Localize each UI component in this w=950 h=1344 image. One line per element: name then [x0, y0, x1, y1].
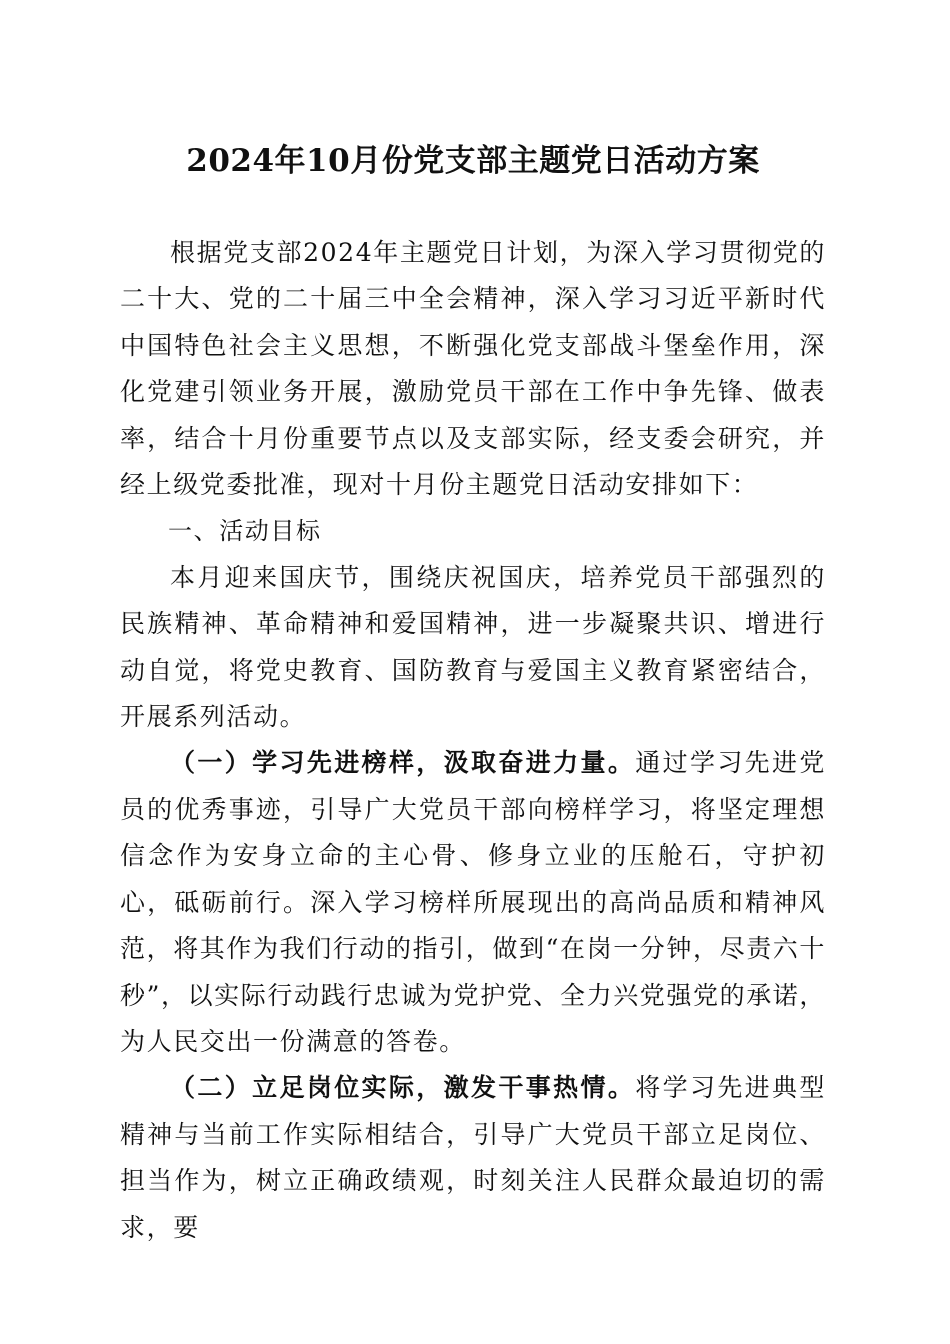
- document-page: [120, 130, 826, 1251]
- section-heading-goals: 一、活动目标: [168, 517, 322, 546]
- item-text-1: 通过学习先进党员的优秀事迹，引导广大党员干部向榜样学习，将坚定理想信念作为安身立命的主心骨、修身立业的压舱石，守护初心，砥砺前行。深入学习榜样所展现出的高尚品质和精神风范，将其作为我们行动的指引，做到“在岗一分钟，尽责六十秒”，以实际行动践行忠诚为党护党、全力兴党强党的承诺，为人民交出一份满意的答卷。: [120, 748, 827, 1056]
- document-title: 2024年10月份党支部主题党日活动方案: [186, 143, 760, 179]
- item-paragraph-1: [120, 740, 826, 1065]
- intro-paragraph: 根据党支部2024年主题党日计划，为深入学习贯彻党的二十大、党的二十届三中全会精神，深入学习习近平新时代中国特色社会主义思想，不断强化党支部战斗堡垒作用，深化党建引领业务开展，激励党员干部在工作中争先锋、做表率，结合十月份重要节点以及支部实际，经支委会研究，并经上级党委批准，现对十月份主题党日活动安排如下：: [120, 238, 826, 500]
- item-lead-1: （一）学习先进榜样，汲取奋进力量。: [170, 748, 636, 778]
- item-paragraph-2: [120, 1065, 826, 1251]
- goals-paragraph: 本月迎来国庆节，围绕庆祝国庆，培养党员干部强烈的民族精神、革命精神和爱国精神，进一步凝聚共识、增进行动自觉，将党史教育、国防教育与爱国主义教育紧密结合，开展系列活动。: [120, 562, 826, 732]
- item-text-2: 将学习先进典型精神与当前工作实际相结合，引导广大党员干部立足岗位、担当作为，树立正确政绩观，时刻关注人民群众最迫切的需求，要: [120, 1073, 827, 1242]
- document-body: [120, 230, 826, 1251]
- item-lead-2: （二）立足岗位实际，激发干事热情。: [170, 1073, 636, 1103]
